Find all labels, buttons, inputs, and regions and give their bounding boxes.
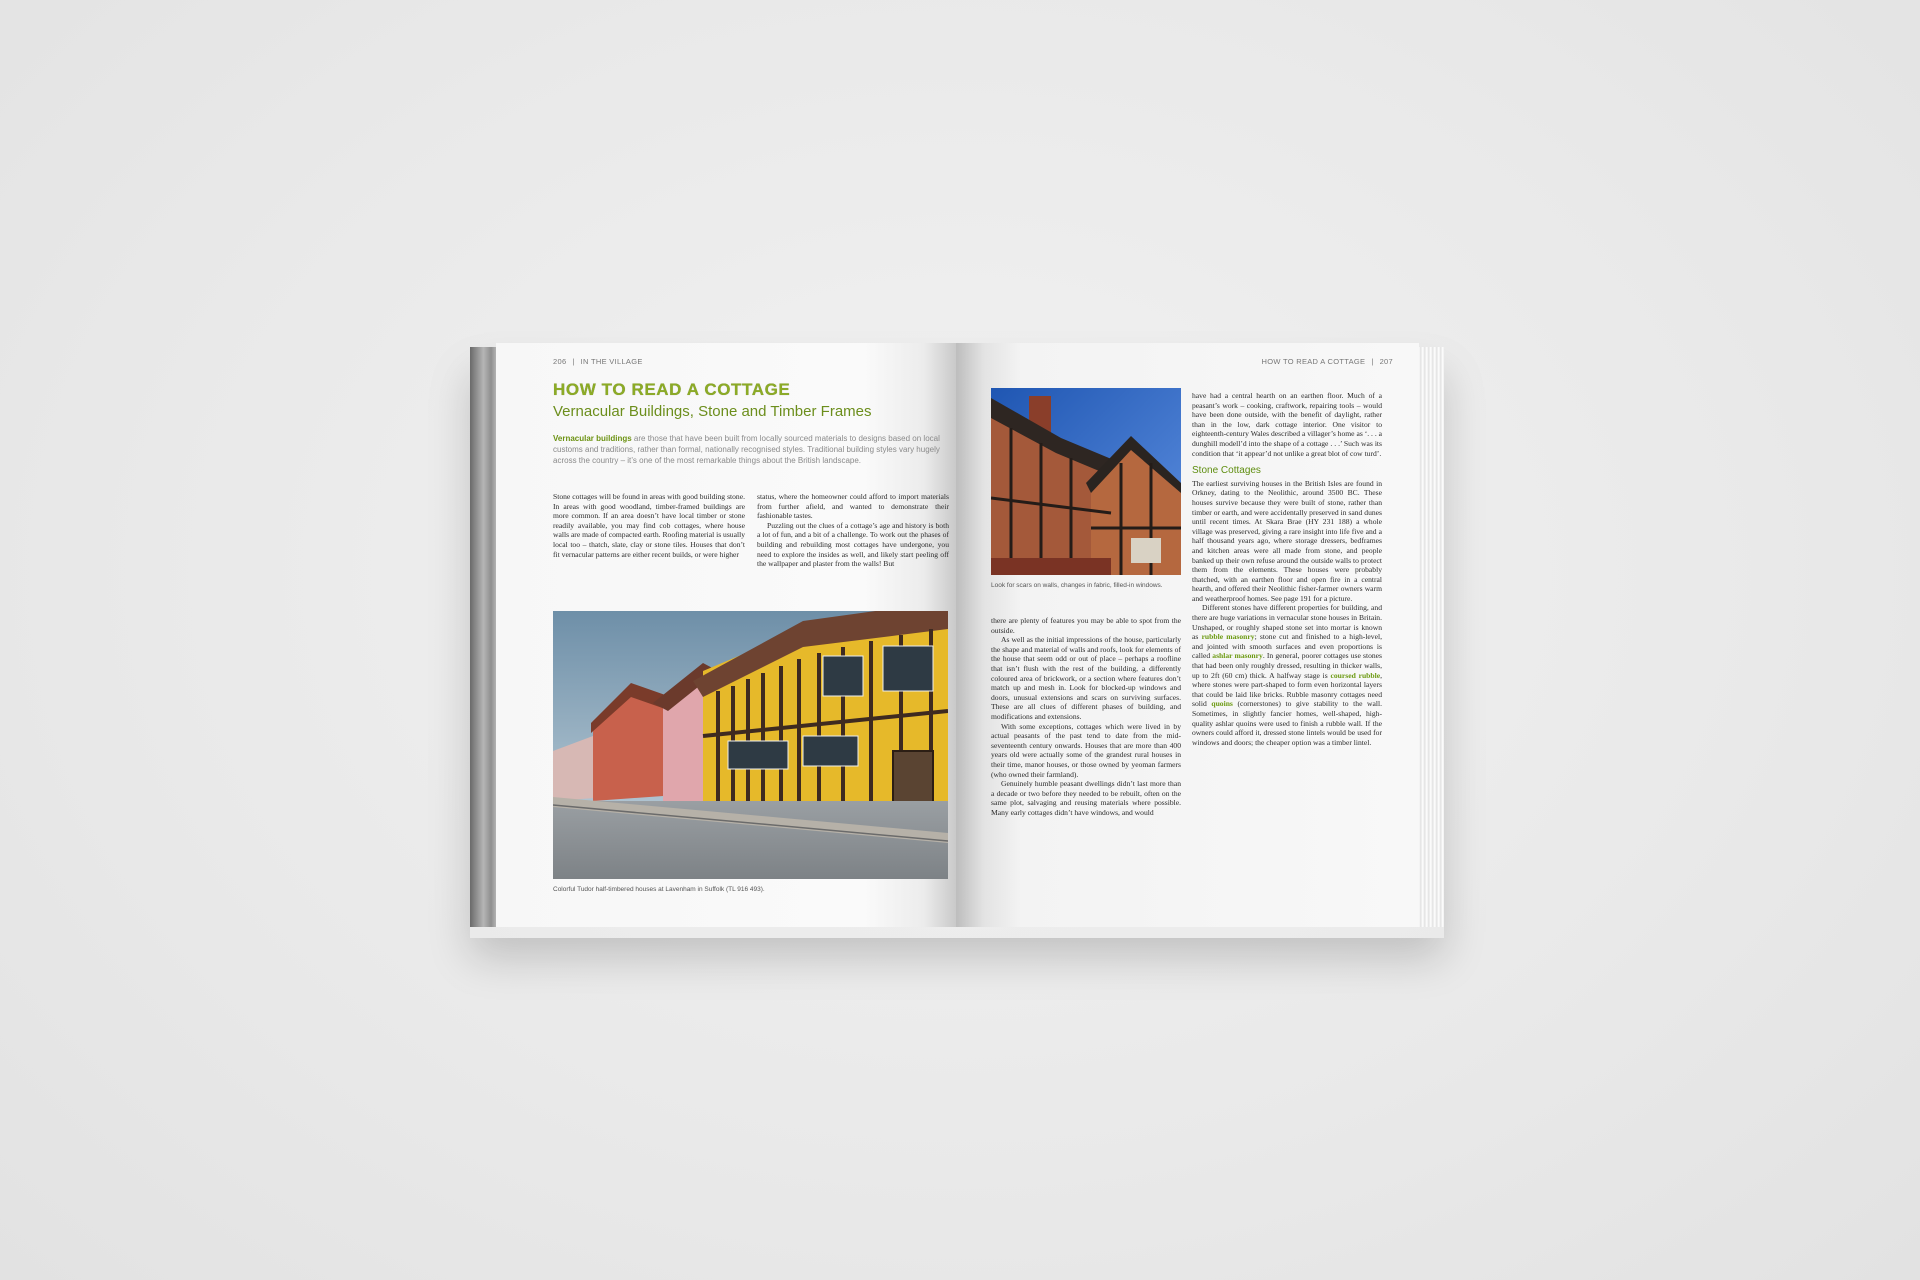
left-column-1 bbox=[553, 492, 745, 559]
intro-paragraph bbox=[553, 433, 953, 466]
body-paragraph: Genuinely humble peasant dwellings didn’t last more than a decade or two before they needed to be rebuilt, often on the same plot, salvaging and reusing materials where possible. Many early cottages didn’t have windows, and would bbox=[991, 779, 1181, 817]
body-paragraph: there are plenty of features you may be able to spot from the outside. bbox=[991, 616, 1181, 635]
book-page-edges bbox=[1418, 347, 1444, 927]
keyword-rubble-masonry: rubble masonry bbox=[1201, 632, 1255, 642]
right-running-head: HOW TO READ A COTTAGE | 207 bbox=[1261, 357, 1393, 366]
body-paragraph: Stone cottages will be found in areas with good building stone. In areas with good woodland, timber-framed buildings are more common. If an area doesn’t have local timber or stone readily available, you may find cob cottages, where house walls are made of compacted earth. Roofing material is usually local too – thatch, slate, clay or stone tiles. Houses that don’t fit vernacular patterns are either recent builds, or were higher bbox=[553, 492, 745, 559]
body-paragraph bbox=[1192, 603, 1382, 747]
text-run: (cornerstones) to give stability to the wall. Sometimes, in slightly fancier homes, well-shaped, high-quality ashlar quoins were used to finish a rubble wall. If the owners could afford it, dressed stone lintels would be used for windows and doors; the cheaper option was a timber lintel. bbox=[1192, 699, 1382, 747]
body-paragraph: have had a central hearth on an earthen floor. Much of a peasant’s work – cooking, craftwork, repairing tools – would have been done outside, with the benefit of daylight, rather than in the low, dark cottage interior. One visitor to eighteenth-century Wales described a villager’s home as ‘. . . a dunghill modell’d into the shape of a cottage . . .’ Such was its condition that ‘it appear’d not unlike a great blot of cow turd’. bbox=[1192, 391, 1382, 458]
body-paragraph: As well as the initial impressions of the house, particularly the shape and material of walls and roofs, look for elements of the house that seem odd or out of place – perhaps a roofline that isn’t flush with the rest of the building, a differently coloured area of brickwork, or a section where features don’t match up and mesh in. Look for blocked-up windows and doors, unusual extensions and scars on surviving surfaces. These are all clues of different phases of building, and modifications and extensions. bbox=[991, 635, 1181, 721]
right-page bbox=[956, 343, 1419, 927]
intro-text: are those that have been built from locally sourced materials to designs based on local customs and traditions, rather than formal, nationally recognised styles. Traditional building styles vary hugely across the country – it’s one of the most remarkable things about the British landscape. bbox=[553, 434, 940, 465]
body-paragraph: Puzzling out the clues of a cottage’s age and history is both a lot of fun, and a bit of a challenge. To work out the phases of building and rebuilding most cottages have undergone, you need to explore the insides as well, and likely start peeling off the wallpaper and plaster from the walls! But bbox=[757, 520, 949, 569]
left-column-2 bbox=[757, 492, 949, 569]
right-page-number: 207 bbox=[1379, 357, 1393, 366]
text-run: ; stone cut and finished to a high-level, and jointed with smooth surfaces and even proportions is called bbox=[1192, 632, 1382, 661]
right-column-2 bbox=[1192, 391, 1382, 747]
body-paragraph: With some exceptions, cottages which were lived in by actual peasants of the past tend to date from the mid-seventeenth century onwards. Houses that are more than 400 years old were actually some of the grandest rural houses in their time, manor houses, or those owned by yeoman farmers (who owned their farmland). bbox=[991, 721, 1181, 779]
left-running-head: 206 | IN THE VILLAGE bbox=[553, 357, 643, 366]
cottage-gable-photo bbox=[991, 388, 1181, 575]
keyword-quoins: quoins bbox=[1211, 699, 1233, 709]
keyword-coursed-rubble: coursed rubble bbox=[1330, 670, 1381, 680]
section-heading-stone-cottages: Stone Cottages bbox=[1192, 465, 1261, 477]
lavenham-houses-photo bbox=[553, 611, 948, 879]
right-running-title: HOW TO READ A COTTAGE bbox=[1261, 357, 1366, 366]
left-running-title: IN THE VILLAGE bbox=[580, 357, 643, 366]
left-page-number: 206 bbox=[553, 357, 567, 366]
body-paragraph: The earliest surviving houses in the British Isles are found in Orkney, dating to the Neolithic, around 3500 BC. These houses survive because they were built of stone, rather than timber or earth, and were accidentally preserved in sand dunes until recent times. At Skara Brae (HY 231 188) a whole village was preserved, giving a rare insight into life five and a half thousand years ago, where storage dressers, bedframes and kitchen areas were all made from stone, and people banked up their own refuse around the outside walls to protect them from the elements. These houses were probably thatched, with an earthen floor and open fire in a central hearth, and offered their Neolithic fisher-farmer owners warm and weatherproof homes. See page 191 for a picture. bbox=[1192, 478, 1382, 603]
keyword-ashlar-masonry: ashlar masonry bbox=[1212, 651, 1263, 661]
page-subtitle: Vernacular Buildings, Stone and Timber Frames bbox=[553, 403, 872, 420]
text-run: Different stones have different properties for building, and there are huge variations in vernacular stone houses in Britain. Unshaped, or roughly shaped stone set into mortar is known as bbox=[1192, 603, 1382, 642]
right-column-1 bbox=[991, 616, 1181, 817]
page-title: HOW TO READ A COTTAGE bbox=[553, 380, 791, 399]
right-photo-caption: Look for scars on walls, changes in fabric, filled-in windows. bbox=[991, 582, 1163, 589]
text-run: , where stones were part-shaped to form even horizontal layers that could be laid like bricks. Rubble masonry cottages need solid bbox=[1192, 670, 1382, 709]
body-paragraph: status, where the homeowner could afford to import materials from further afield, and wanted to demonstrate their fashionable tastes. bbox=[757, 492, 949, 521]
open-book bbox=[470, 343, 1444, 928]
left-page bbox=[496, 343, 956, 927]
left-photo-caption: Colorful Tudor half-timbered houses at Lavenham in Suffolk (TL 916 493). bbox=[553, 886, 765, 893]
intro-keyword: Vernacular buildings bbox=[553, 434, 632, 443]
text-run: . In general, poorer cottages use stones that had been only roughly dressed, resulting in thicker walls, up to 2ft (60 cm) thick. A halfway stage is bbox=[1192, 651, 1382, 680]
